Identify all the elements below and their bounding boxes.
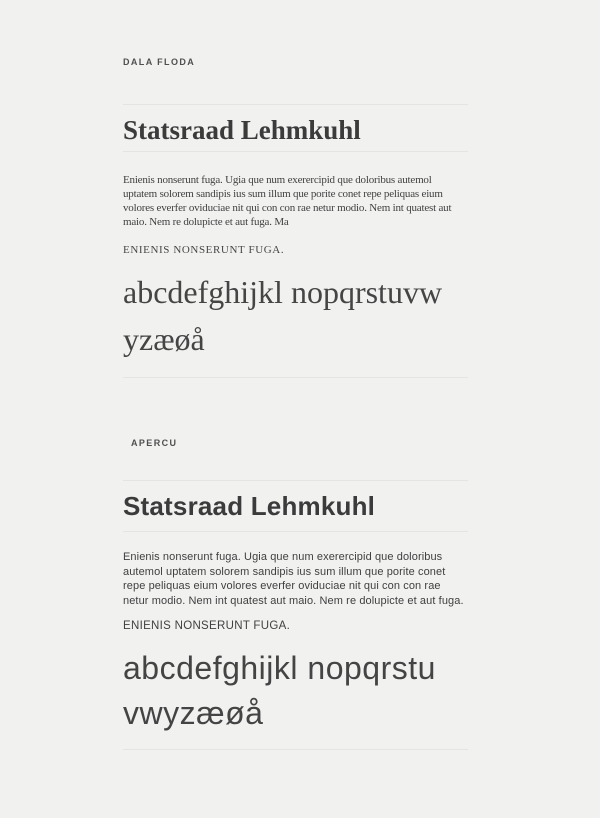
alphabet-line: yzæøå — [123, 321, 205, 357]
divider — [123, 104, 468, 105]
divider — [123, 480, 468, 481]
divider — [123, 151, 468, 152]
font-section-dala-floda — [123, 57, 468, 378]
font-name-label: APERCU — [131, 438, 178, 448]
specimen-heading: Statsraad Lehmkuhl — [123, 491, 376, 521]
alphabet-line: vwyzæøå — [123, 695, 264, 731]
divider — [123, 531, 468, 532]
font-name-label: DALA FLODA — [123, 57, 196, 67]
divider — [123, 749, 468, 750]
specimen-caption: ENIENIS NONSERUNT FUGA. — [123, 244, 285, 256]
font-section-apercu — [123, 438, 468, 750]
alphabet-specimen — [123, 269, 468, 363]
specimen-caption: ENIENIS NONSERUNT FUGA. — [123, 620, 291, 632]
alphabet-specimen — [123, 646, 468, 736]
specimen-paragraph: Enienis nonserunt fuga. Ugia que num exerercipid que doloribus autemol uptatem solorem sandipis ius sum illum que porite conet repe peliquas eium volores everfer oviduciae nit qui con con rae netur modio. Nem int quatest aut maio. Nem re dolupicte et aut fuga. Ma — [123, 174, 452, 228]
alphabet-line: abcdefghijkl nopqrstuvw — [123, 274, 443, 310]
specimen-paragraph: Enienis nonserunt fuga. Ugia que num exerercipid que doloribus autemol uptatem solorem sandipis ius sum illum que porite conet repe peliquas eium volores everfer oviduciae nit qui con con rae netur modio. Nem int quatest aut maio. Nem re dolupicte et aut fuga. — [123, 551, 464, 607]
alphabet-line: abcdefghijkl nopqrstu — [123, 650, 436, 686]
specimen-heading: Statsraad Lehmkuhl — [123, 115, 361, 145]
divider — [123, 377, 468, 378]
specimen-page — [123, 0, 468, 750]
